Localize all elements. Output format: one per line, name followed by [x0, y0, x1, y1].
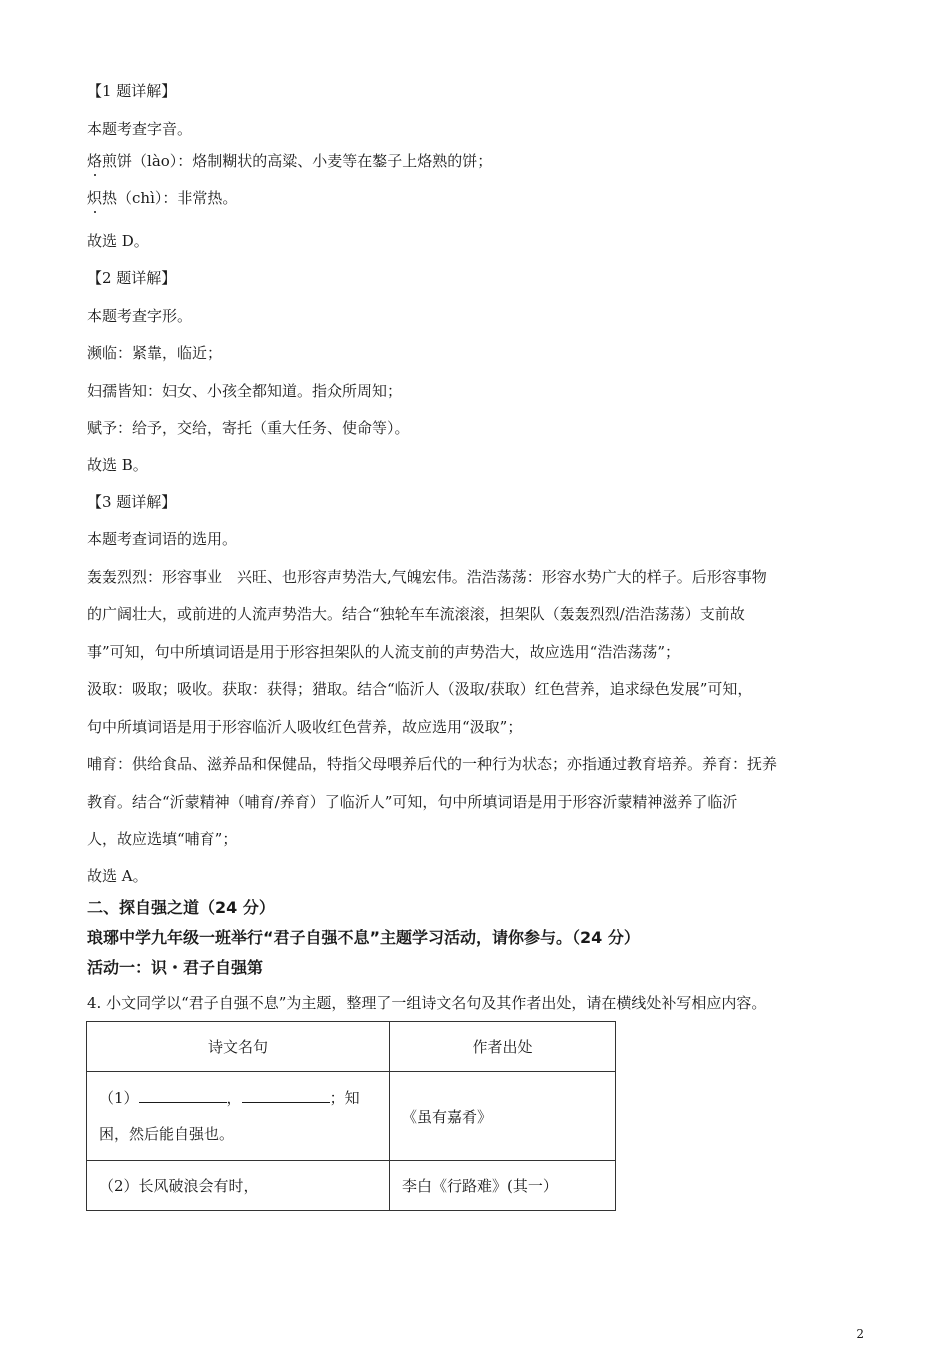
table-cell-quote: （2）长风破浪会有时， — [87, 1161, 390, 1211]
q1-item-chi — [87, 188, 237, 208]
fill-blank-2[interactable] — [242, 1088, 330, 1103]
q1-emphasized-char: 炽 — [87, 189, 103, 207]
poetry-table — [86, 1021, 616, 1211]
q3-line: 事”可知，句中所填词语是用于形容担架队的人流支前的声势浩大，故应选用“浩浩荡荡”； — [87, 643, 681, 661]
q1-emphasized-char: 烙 — [87, 152, 103, 170]
q1-answer: 故选 D。 — [87, 232, 149, 250]
q2-header: 【2 题详解】 — [87, 269, 177, 287]
q2-line-1: 濒临：紧靠，临近； — [87, 344, 223, 362]
q3-answer: 故选 A。 — [87, 867, 148, 885]
comma: ， — [226, 1089, 242, 1107]
section-subtitle: 琅琊中学九年级一班举行“君子自强不息”主题学习活动，请你参与。（24 分） — [87, 928, 640, 947]
q3-line: 教育。结合“沂蒙精神（哺育/养育）了临沂人”可知，句中所填词语是用于形容沂蒙精神滋养了临沂 — [87, 793, 738, 811]
q3-line: 句中所填词语是用于形容临沂人吸收红色营养，故应选用“汲取”； — [87, 718, 523, 736]
page-number: 2 — [856, 1327, 864, 1341]
q2-line-2: 妇孺皆知：妇女、小孩全都知道。指众所周知； — [87, 382, 403, 400]
q3-line: 轰轰烈烈：形容事业 兴旺、也形容声势浩大,气魄宏伟。浩浩荡荡：形容水势广大的样子。后形容事物 — [87, 568, 767, 586]
q4-prompt: 4. 小文同学以“君子自强不息”为主题，整理了一组诗文名句及其作者出处，请在横线处补写相应内容。 — [87, 994, 767, 1012]
q1-item-lao — [87, 151, 492, 171]
q3-line: 汲取：吸取；吸收。获取：获得；猎取。结合“临沂人（汲取/获取）红色营养，追求绿色发展”可知， — [87, 680, 753, 698]
q1-item-text: 煎饼（lào）：烙制糊状的高粱、小麦等在鏊子上烙熟的饼； — [102, 152, 493, 170]
quote-line-2: 困，然后能自强也。 — [99, 1125, 235, 1143]
table-row — [87, 1072, 616, 1161]
fill-blank-1[interactable] — [139, 1088, 227, 1103]
q2-answer: 故选 B。 — [87, 456, 148, 474]
q2-intro: 本题考查字形。 — [87, 307, 193, 325]
table-header-row — [87, 1022, 616, 1072]
table-row — [87, 1161, 616, 1211]
q3-intro: 本题考查词语的选用。 — [87, 530, 238, 548]
q3-line: 人，故应选填“哺育”； — [87, 830, 238, 848]
q3-line: 哺育：供给食品、滋养品和保健品，特指父母喂养后代的一种行为状态；亦指通过教育培养。养育：抚养 — [87, 755, 778, 773]
q1-intro: 本题考查字音。 — [87, 120, 193, 138]
table-header-cell: 诗文名句 — [87, 1022, 390, 1072]
quote-tail: ；知 — [329, 1089, 360, 1107]
quote-line-1 — [99, 1080, 377, 1116]
q3-header: 【3 题详解】 — [87, 493, 177, 511]
table-cell-quote — [87, 1072, 390, 1161]
q3-line: 的广阔壮大，或前进的人流声势浩大。结合“独轮车车流滚滚，担架队（轰轰烈烈/浩浩荡荡）支前故 — [87, 605, 745, 623]
activity-heading: 活动一：识・君子自强第 — [87, 958, 264, 977]
table-cell-source: 李白《行路难》(其一） — [390, 1161, 616, 1211]
table-cell-source: 《虽有嘉肴》 — [390, 1072, 616, 1161]
q1-header: 【1 题详解】 — [87, 82, 177, 100]
q1-item-text: 热（chì）：非常热。 — [102, 189, 238, 207]
item-number: （1） — [99, 1089, 139, 1107]
q2-line-3: 赋予：给予，交给，寄托（重大任务、使命等）。 — [87, 419, 410, 437]
table-header-cell: 作者出处 — [390, 1022, 616, 1072]
section-title: 二、探自强之道（24 分） — [87, 898, 275, 917]
